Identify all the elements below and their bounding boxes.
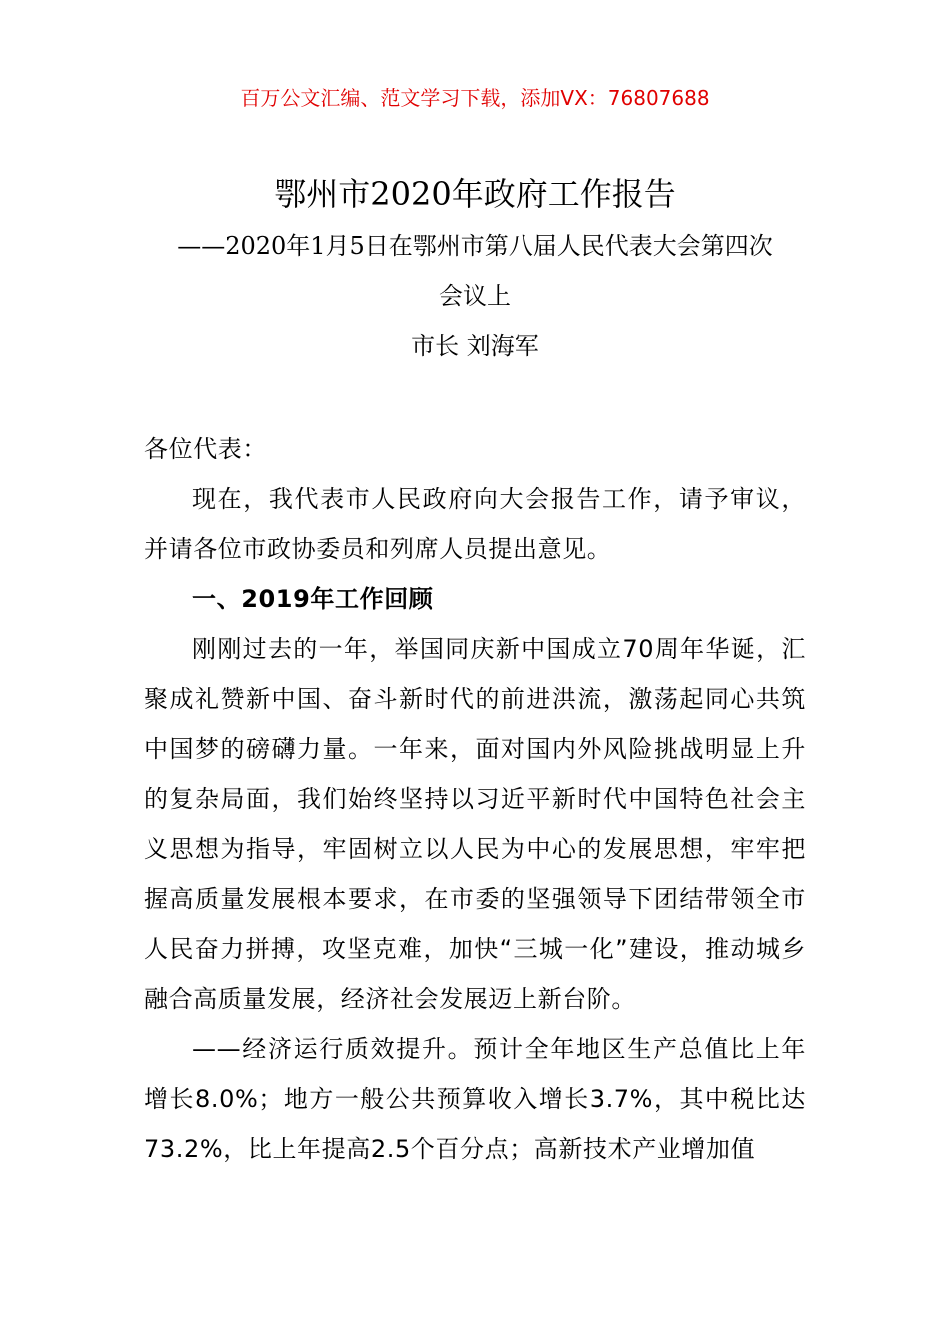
opening-paragraph: 现在，我代表市人民政府向大会报告工作，请予审议，并请各位市政协委员和列席人员提出意见。 [144, 485, 806, 563]
report-subtitle-line1: ——2020年1月5日在鄂州市第八届人民代表大会第四次 [177, 232, 773, 260]
report-subtitle-line2: 会议上 [439, 282, 511, 310]
review-paragraph: 刚刚过去的一年，举国同庆新中国成立70周年华诞，汇聚成礼赞新中国、奋斗新时代的前进洪流，激荡起同心共筑中国梦的磅礴力量。一年来，面对国内外风险挑战明显上升的复杂局面，我们始终坚持以习近平新时代中国特色社会主义思想为指导，牢固树立以人民为中心的发展思想，牢牢把握高质量发展根本要求，在市委的坚强领导下团结带领全市人民奋力拼搏，攻坚克难，加快“三城一化”建设，推动城乡融合高质量发展，经济社会发展迈上新台阶。 [144, 635, 806, 1013]
economy-paragraph: ——经济运行质效提升。预计全年地区生产总值比上年增长8.0%；地方一般公共预算收入增长3.7%，其中税比达73.2%，比上年提高2.5个百分点；高新技术产业增加值 [144, 1035, 806, 1163]
section-heading: 一、2019年工作回顾 [192, 585, 434, 613]
salutation: 各位代表： [144, 435, 267, 463]
download-banner: 百万公文汇编、范文学习下载，添加VX：76807688 [240, 86, 710, 110]
report-author: 市长 刘海军 [411, 332, 539, 360]
report-title: 鄂州市2020年政府工作报告 [274, 175, 676, 213]
report-body [144, 424, 806, 1174]
